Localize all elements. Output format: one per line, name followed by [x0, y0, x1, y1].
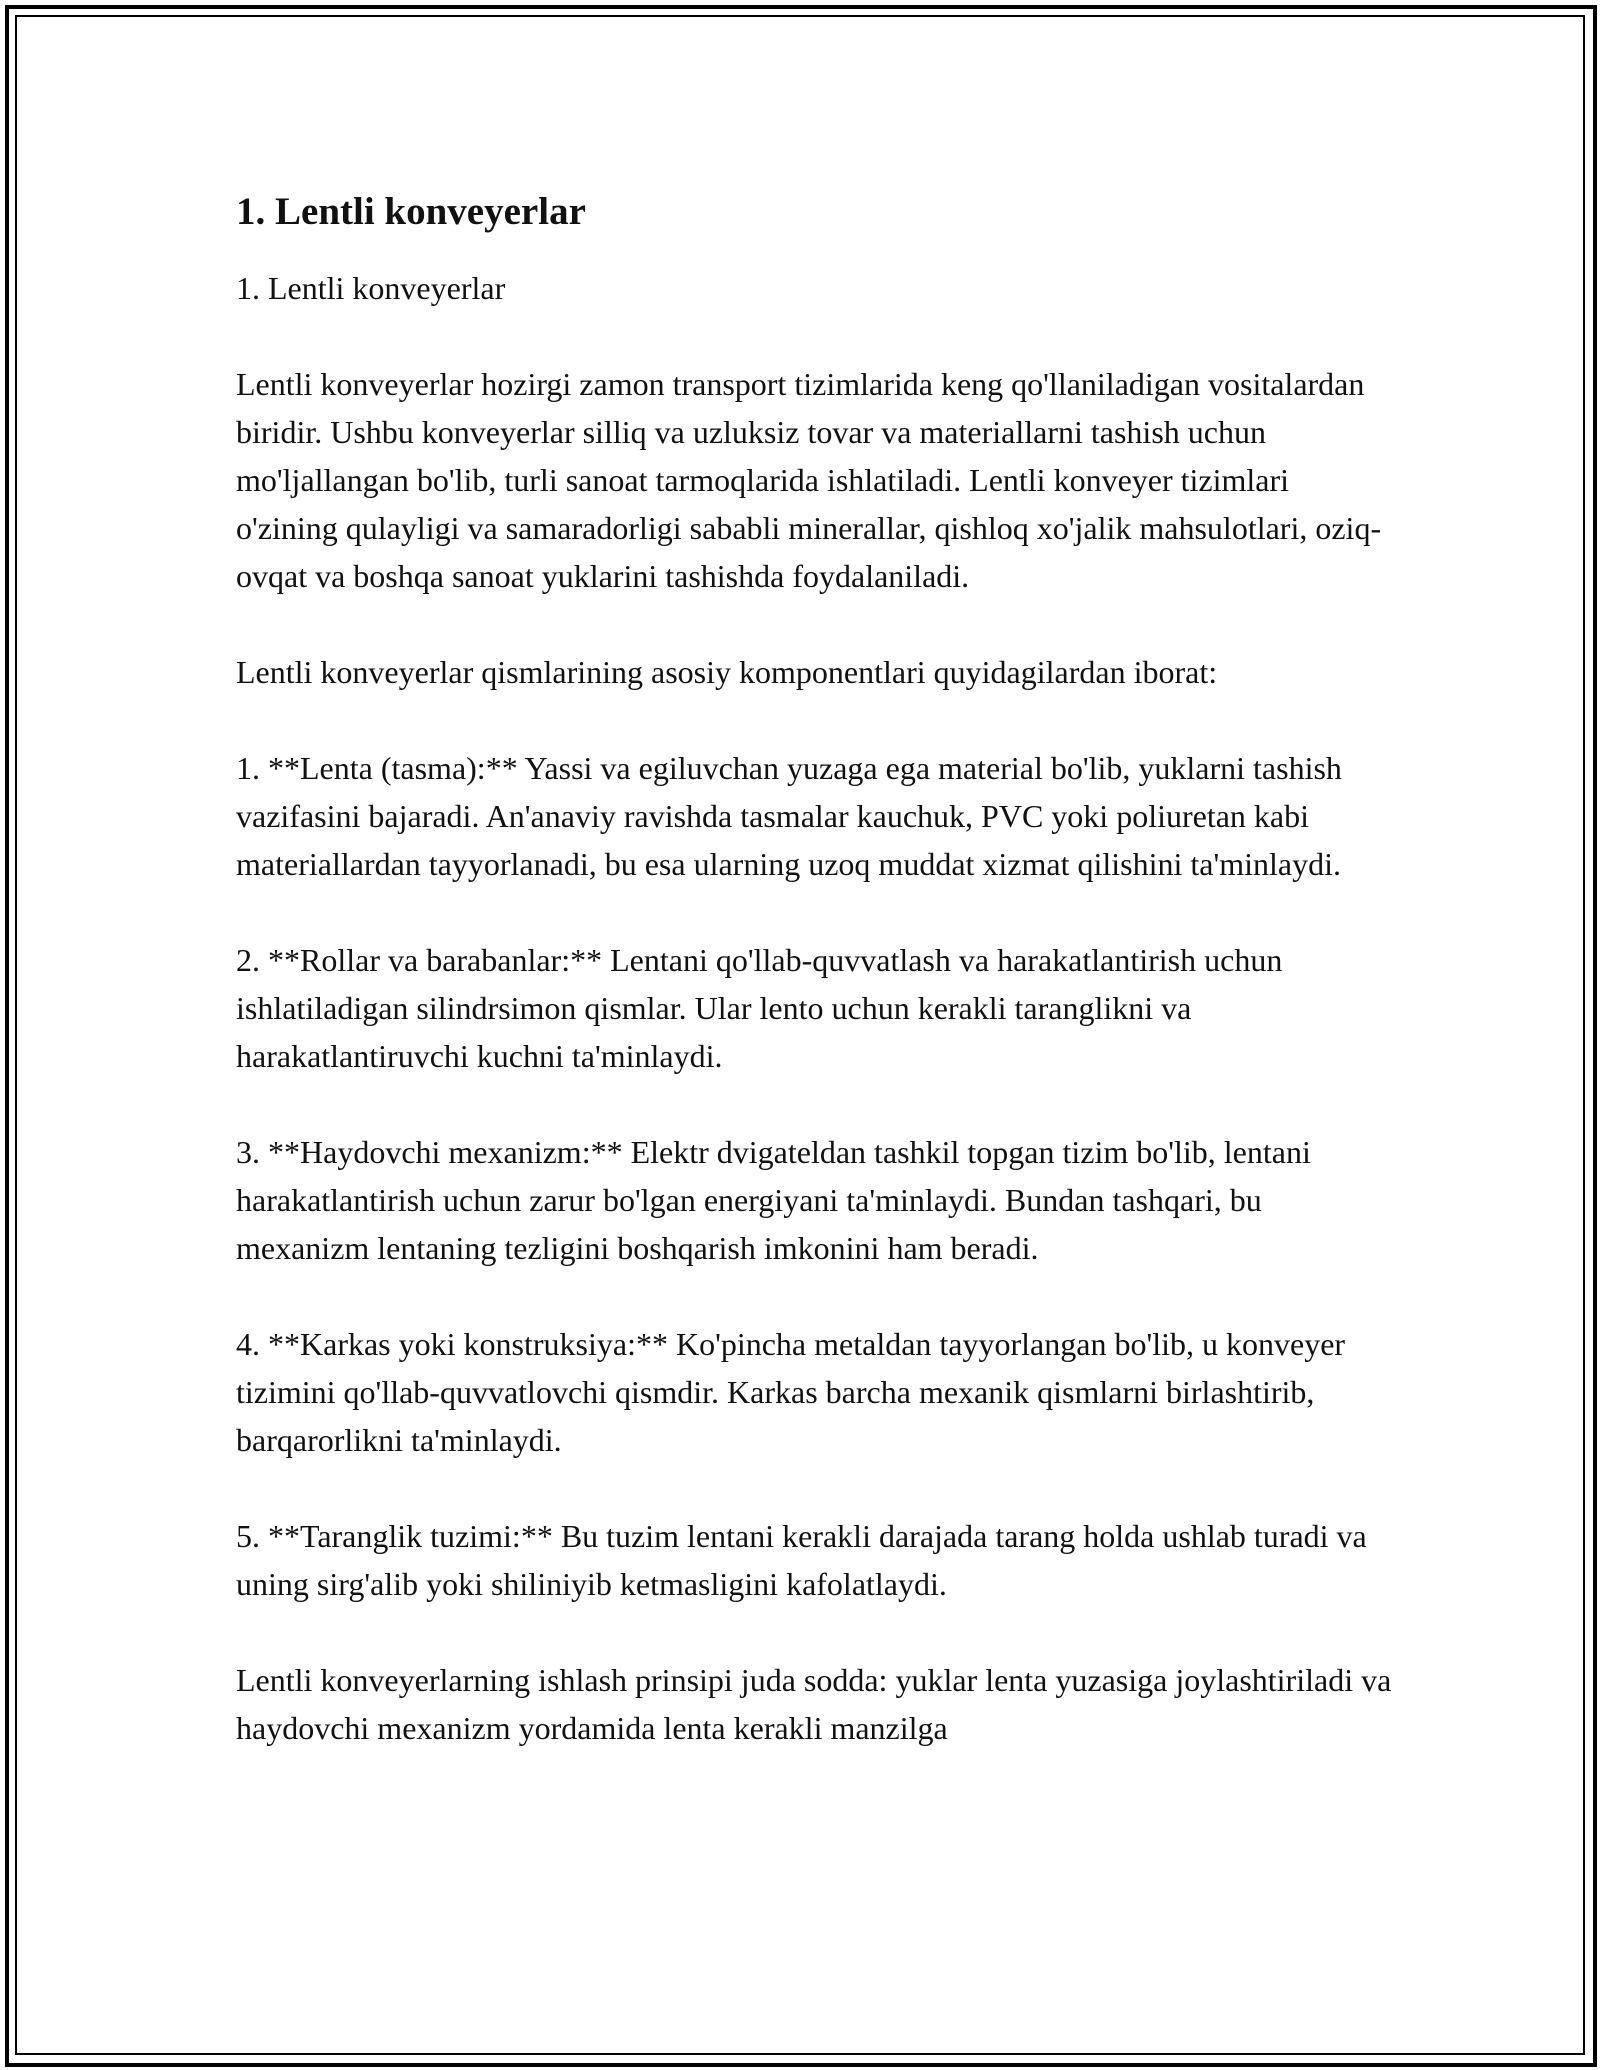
paragraph-item-haydovchi: 3. **Haydovchi mexanizm:** Elektr dvigateldan tashkil topgan tizim bo'lib, lentani harakatlantirish uchun zarur bo'lgan energiyani ta'minlaydi. Bundan tashqari, bu mexanizm lentaning tezligini boshqarish imkonini ham beradi.	[236, 1134, 1311, 1266]
paragraph-heading-repeat: 1. Lentli konveyerlar	[236, 270, 506, 306]
paragraph-components-lead: Lentli konveyerlar qismlarining asosiy komponentlari quyidagilardan iborat:	[236, 654, 1218, 690]
paragraph-item-karkas: 4. **Karkas yoki konstruksiya:** Ko'pincha metaldan tayyorlangan bo'lib, u konveyer tizimini qo'llab-quvvatlovchi qismdir. Karkas barcha mexanik qismlarni birlashtirib, barqarorlikni ta'minlaydi.	[236, 1326, 1346, 1458]
paragraph-item-taranglik: 5. **Taranglik tuzimi:** Bu tuzim lentani kerakli darajada tarang holda ushlab turadi va uning sirg'alib yoki shiliniyib ketmasligini kafolatlaydi.	[236, 1518, 1367, 1602]
paragraph-intro: Lentli konveyerlar hozirgi zamon transport tizimlarida keng qo'llaniladigan vositalardan biridir. Ushbu konveyerlar silliq va uzluksiz tovar va materiallarni tashish uchun mo'ljallangan bo'lib, turli sanoat tarmoqlarida ishlatiladi. Lentli konveyer tizimlari o'zining qulayligi va samaradorligi sababli minerallar, qishloq xo'jalik mahsulotlari, oziq-ovqat va boshqa sanoat yuklarini tashishda foydalaniladi.	[236, 366, 1382, 594]
paragraph-item-lenta: 1. **Lenta (tasma):** Yassi va egiluvchan yuzaga ega material bo'lib, yuklarni tashish vazifasini bajaradi. An'anaviy ravishda tasmalar kauchuk, PVC yoki poliuretan kabi materiallardan tayyorlanadi, bu esa ularning uzoq muddat xizmat qilishini ta'minlaydi.	[236, 750, 1342, 882]
document-title: 1. Lentli konveyerlar	[236, 190, 586, 233]
document-body	[236, 188, 1396, 1800]
paragraph-item-rollar: 2. **Rollar va barabanlar:** Lentani qo'llab-quvvatlash va harakatlantirish uchun ishlatiladigan silindrsimon qismlar. Ular lento uchun kerakli taranglikni va harakatlantiruvchi kuchni ta'minlaydi.	[236, 942, 1283, 1074]
paragraph-principle: Lentli konveyerlarning ishlash prinsipi juda sodda: yuklar lenta yuzasiga joylashtiriladi va haydovchi mexanizm yordamida lenta kerakli manzilga	[236, 1662, 1392, 1746]
